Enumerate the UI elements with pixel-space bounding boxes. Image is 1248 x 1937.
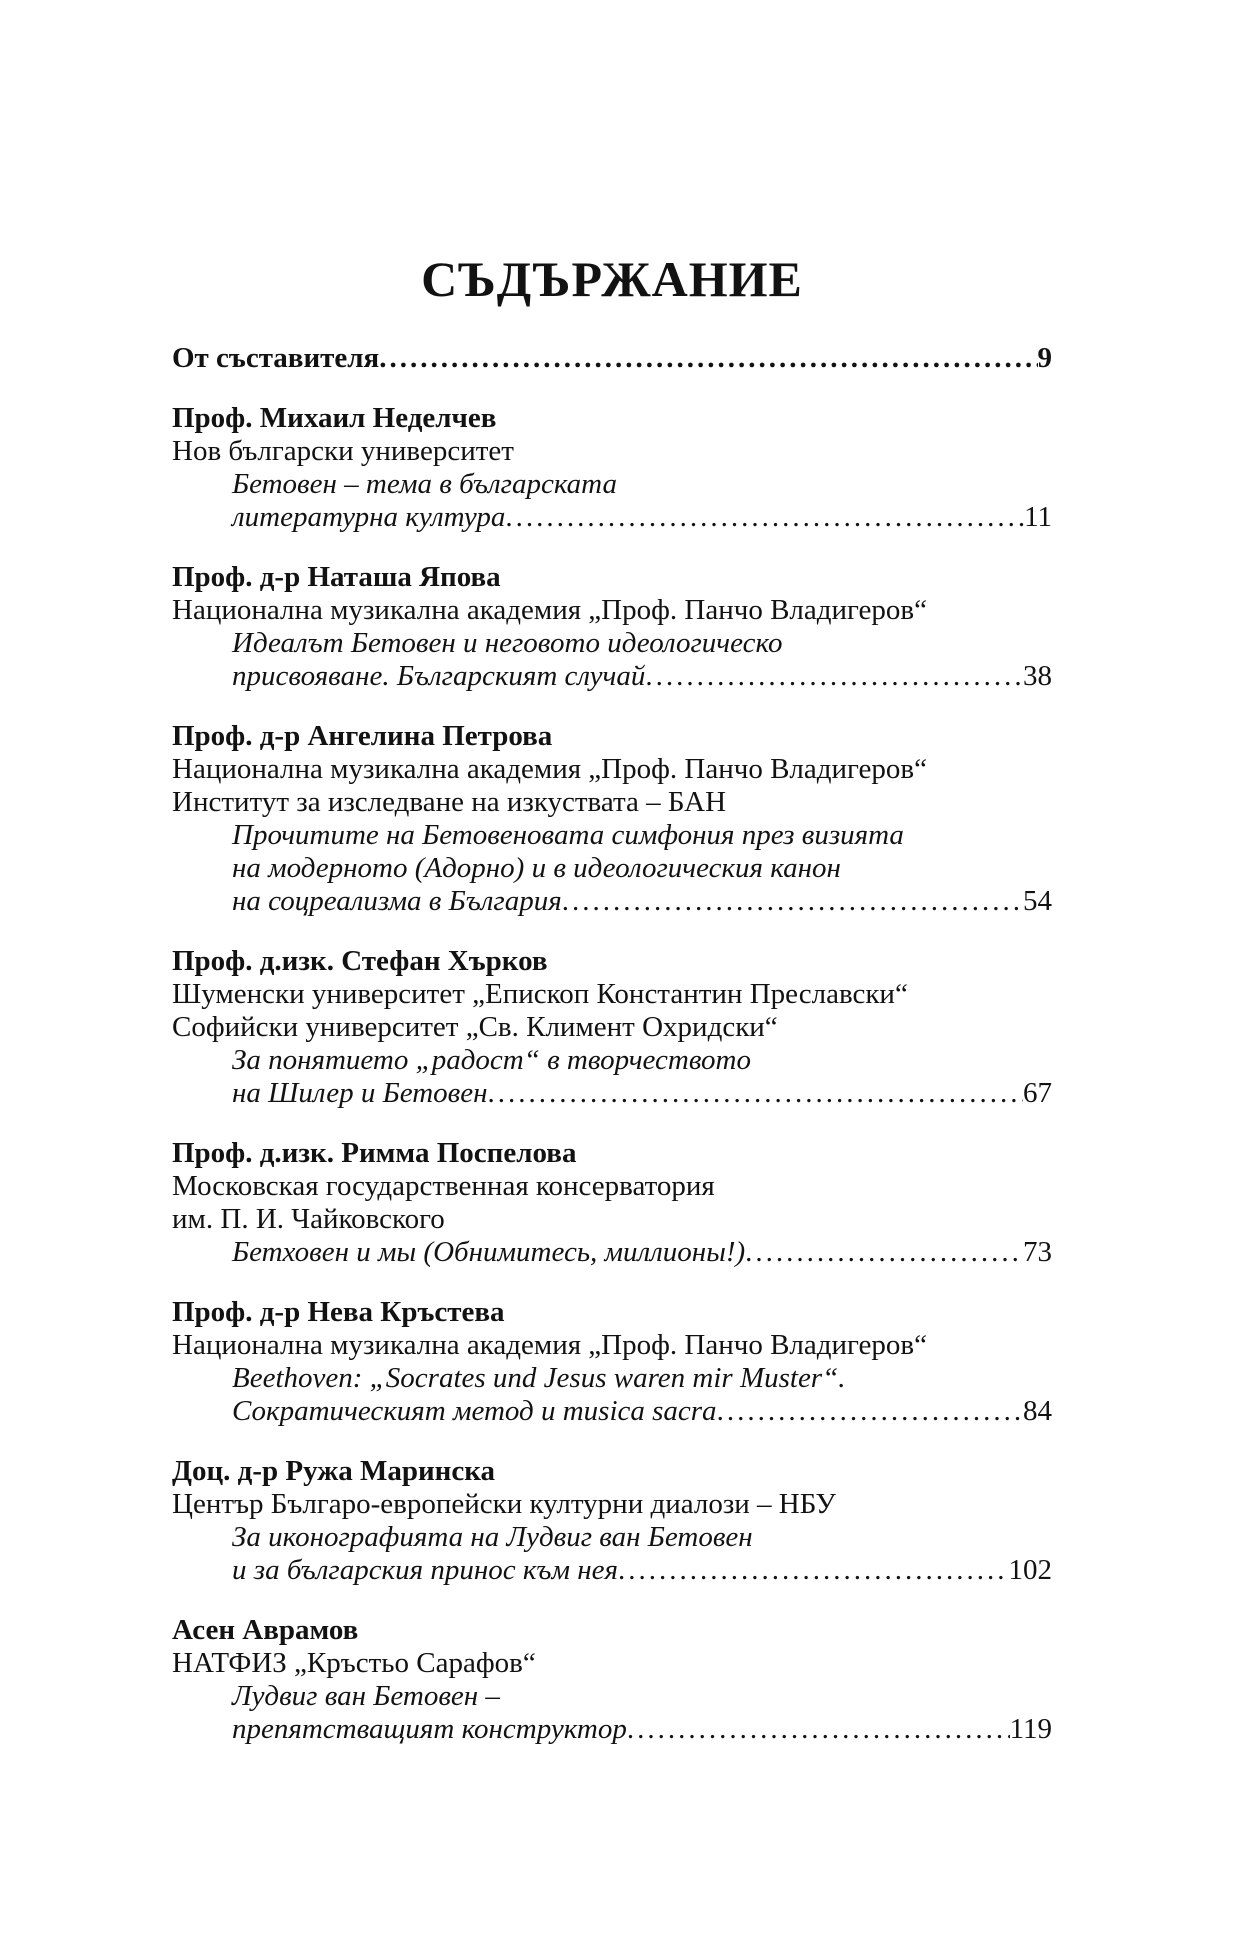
- entry-title-line: Лудвиг ван Бетовен –: [232, 1680, 500, 1712]
- entry-title-line-text: Сократическият метод и musica sacra: [232, 1395, 717, 1427]
- toc-entry: [172, 1137, 1052, 1269]
- entry-affiliation: НАТФИЗ „Кръстьо Сарафов“: [172, 1647, 536, 1679]
- page-number: 11: [1024, 501, 1052, 533]
- entry-author: Доц. д-р Ружа Маринска: [172, 1455, 496, 1487]
- entry-author: [172, 342, 1052, 375]
- toc-entry: [172, 1296, 1052, 1428]
- entry-title-line: [172, 1554, 1052, 1587]
- toc-entry: [172, 1455, 1052, 1587]
- page-number: 73: [1023, 1236, 1052, 1268]
- entry-title-line: Beethoven: „Socrates und Jesus waren mir Muster“.: [232, 1362, 846, 1394]
- page-number: 67: [1023, 1077, 1052, 1109]
- entry-affiliation: Софийски университет „Св. Климент Охридски“: [172, 1011, 778, 1043]
- entry-affiliation: Национална музикална академия „Проф. Панчо Владигеров“: [172, 594, 927, 626]
- entry-title-line: За иконографията на Лудвиг ван Бетовен: [232, 1521, 753, 1553]
- dot-leader: [618, 1554, 1009, 1587]
- toc-entry: [172, 945, 1052, 1110]
- entry-affiliation: Център Българо-европейски културни диалози – НБУ: [172, 1488, 836, 1520]
- dot-leader: [488, 1077, 1023, 1110]
- toc-entry: [172, 402, 1052, 534]
- entry-title-line: Бетовен – тема в българската: [232, 468, 617, 500]
- entry-title-line-text: на Шилер и Бетовен: [232, 1077, 488, 1109]
- page-number: 119: [1009, 1713, 1052, 1745]
- page-number: 38: [1023, 660, 1052, 692]
- entry-title-line: За понятието „радост“ в творчеството: [232, 1044, 751, 1076]
- entry-affiliation: Национална музикална академия „Проф. Панчо Владигеров“: [172, 1329, 927, 1361]
- dot-leader: [717, 1395, 1023, 1428]
- toc-entry: [172, 720, 1052, 918]
- entry-title-line-text: Бетховен и мы (Обнимитесь, миллионы!): [232, 1236, 746, 1268]
- entry-affiliation: Шуменски университет „Епископ Константин Преславски“: [172, 978, 908, 1010]
- entry-affiliation: Национална музикална академия „Проф. Панчо Владигеров“: [172, 753, 927, 785]
- entry-title-line-text: на соцреализма в България: [232, 885, 562, 917]
- entry-author: Проф. Михаил Неделчев: [172, 402, 497, 434]
- entry-author: Проф. д-р Ангелина Петрова: [172, 720, 553, 752]
- page-number: 9: [1037, 342, 1052, 374]
- dot-leader: [505, 501, 1024, 534]
- entry-affiliation: Московская государственная консерватория: [172, 1170, 715, 1202]
- entry-title-line-text: присвояване. Българският случай: [232, 660, 646, 692]
- entry-title-line: [172, 660, 1052, 693]
- entry-title-line: [172, 1236, 1052, 1269]
- entry-title-line-text: препятстващият конструктор: [232, 1713, 627, 1745]
- entry-title-line: Прочитите на Бетовеновата симфония през визията: [232, 819, 904, 851]
- toc-entries: [172, 342, 1052, 1746]
- dot-leader: [627, 1713, 1010, 1746]
- entry-title-line-text: и за българския принос към нея: [232, 1554, 618, 1586]
- entry-author: Проф. д.изк. Римма Поспелова: [172, 1137, 577, 1169]
- entry-title-line: [172, 885, 1052, 918]
- entry-title-line-text: литературна култура: [232, 501, 506, 533]
- entry-affiliation: Нов български университет: [172, 435, 514, 467]
- toc-entry: [172, 342, 1052, 375]
- dot-leader: [379, 342, 1037, 375]
- page-title: СЪДЪРЖАНИЕ: [421, 251, 803, 307]
- entry-affiliation: Институт за изследване на изкуствата – БАН: [172, 786, 727, 818]
- toc-entry: [172, 561, 1052, 693]
- entry-title-line: [172, 1395, 1052, 1428]
- toc-entry: [172, 1614, 1052, 1746]
- toc-page: [172, 251, 1052, 1746]
- entry-author-text: От съставителя: [172, 342, 380, 374]
- entry-title-line: [172, 501, 1052, 534]
- entry-author: Проф. д-р Нева Кръстева: [172, 1296, 505, 1328]
- page-number: 84: [1023, 1395, 1052, 1427]
- page-number: 54: [1023, 885, 1052, 917]
- entry-author: Проф. д-р Наташа Япова: [172, 561, 501, 593]
- entry-author: Проф. д.изк. Стефан Хърков: [172, 945, 548, 977]
- entry-title-line: [172, 1077, 1052, 1110]
- entry-title-line: Идеалът Бетовен и неговото идеологическо: [232, 627, 783, 659]
- entry-title-line: [172, 1713, 1052, 1746]
- dot-leader: [562, 885, 1023, 918]
- page-number: 102: [1008, 1554, 1052, 1586]
- entry-affiliation: им. П. И. Чайковского: [172, 1203, 445, 1235]
- entry-author: Асен Аврамов: [172, 1614, 359, 1646]
- dot-leader: [745, 1236, 1023, 1269]
- dot-leader: [645, 660, 1023, 693]
- entry-title-line: на модерното (Адорно) и в идеологическия канон: [232, 852, 841, 884]
